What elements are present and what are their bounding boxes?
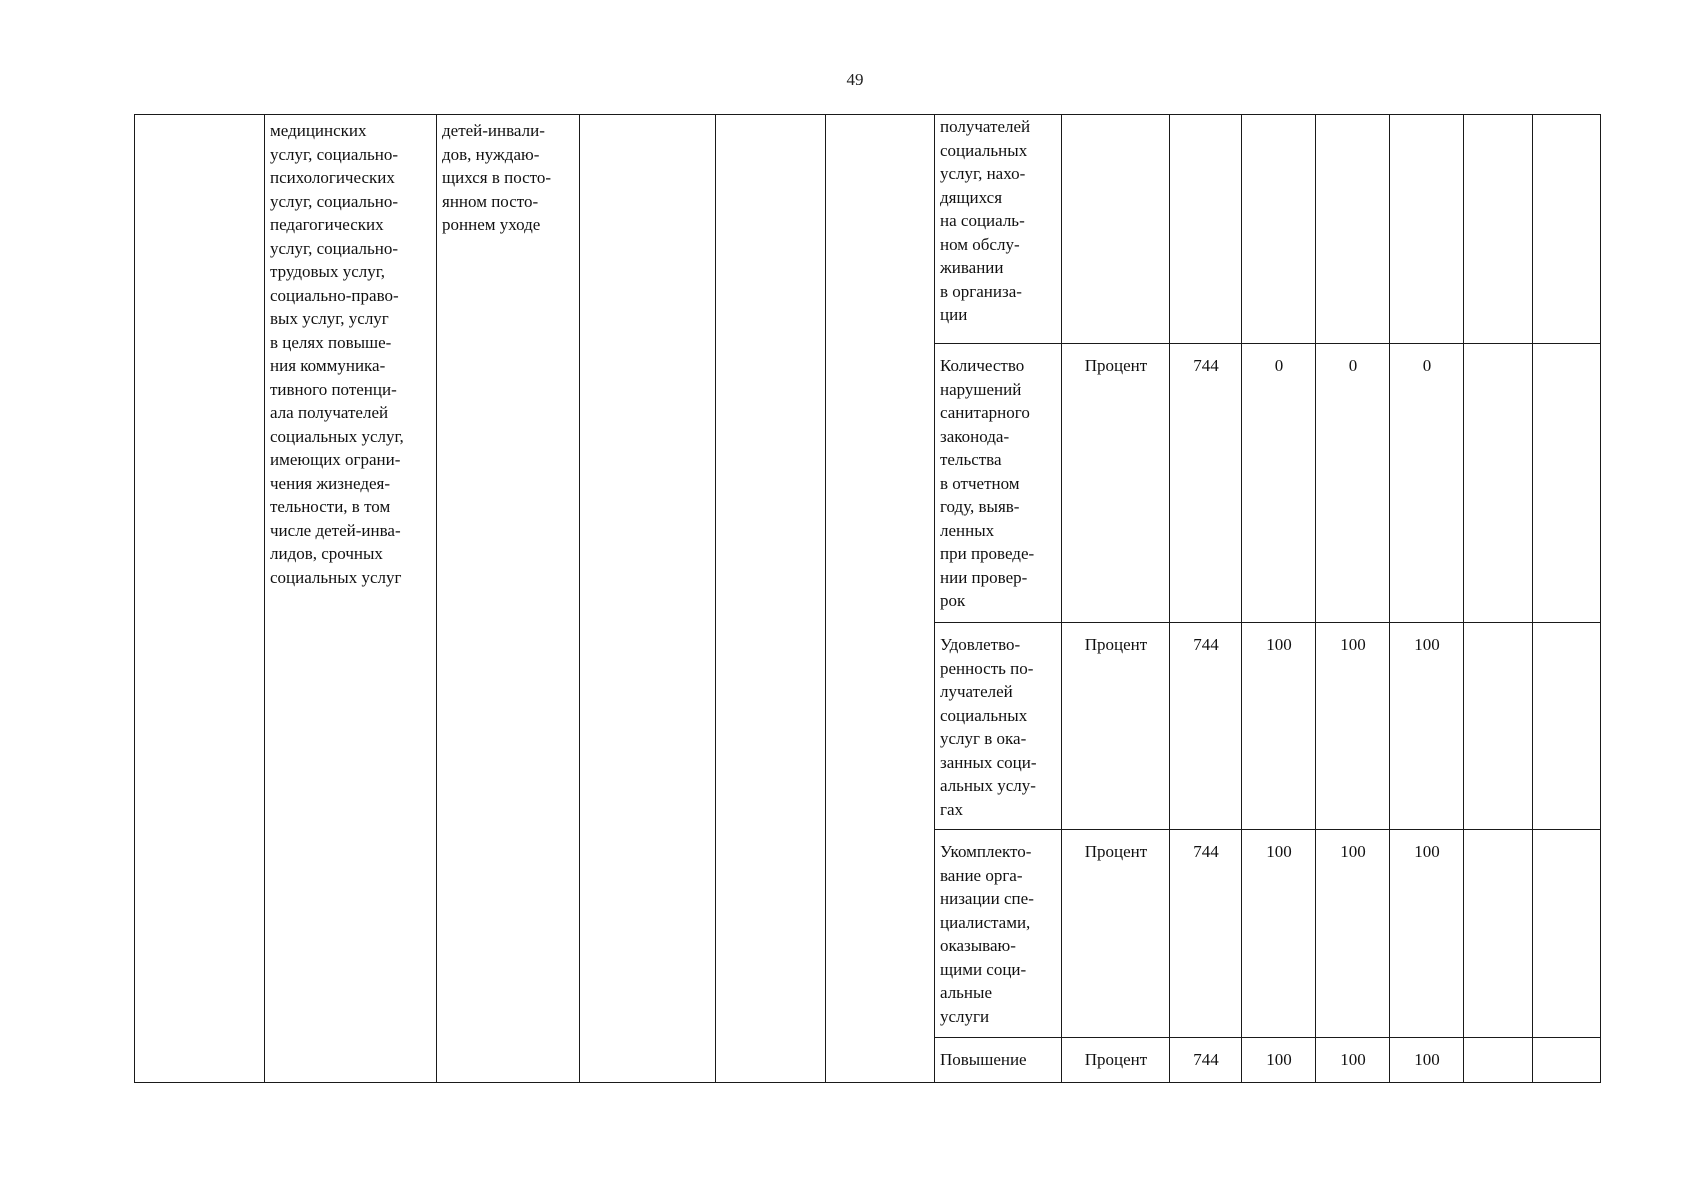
- value-year-2-cell: 100: [1316, 830, 1390, 1038]
- blank-column-cell: [826, 115, 935, 1083]
- deviation-cell: [1533, 623, 1601, 830]
- deviation-cell: [1464, 115, 1533, 344]
- unit-cell: Процент: [1062, 1038, 1170, 1083]
- deviation-cell: [1464, 623, 1533, 830]
- indicator-name: Количество нарушений санитарного законода- тельства в отчетном году, выяв- ленных при проведе- нии провер- рок: [940, 356, 1035, 610]
- blank-column-cell: [716, 115, 826, 1083]
- value-year-1-cell: 100: [1242, 623, 1316, 830]
- value-year-3-cell: 0: [1390, 344, 1464, 623]
- deviation-cell: [1533, 115, 1601, 344]
- indicator-name-cell: [935, 344, 1062, 623]
- value-year-2-cell: 0: [1316, 344, 1390, 623]
- deviation-cell: [1533, 1038, 1601, 1083]
- recipient-category-cell: [437, 115, 580, 1083]
- value-year-3-cell: 100: [1390, 1038, 1464, 1083]
- deviation-cell: [1464, 344, 1533, 623]
- value-year-1-cell: [1242, 115, 1316, 344]
- table-row: [135, 115, 1601, 344]
- recipient-category-text: детей-инвали- дов, нуждаю- щихся в посто- янном посто- роннем уходе: [442, 121, 552, 234]
- value-year-2-cell: 100: [1316, 623, 1390, 830]
- deviation-cell: [1533, 830, 1601, 1038]
- unit-cell: Процент: [1062, 830, 1170, 1038]
- okei-code-cell: 744: [1170, 344, 1242, 623]
- value-year-1-cell: 100: [1242, 1038, 1316, 1083]
- service-content-text: медицинских услуг, социально- психологических услуг, социально- педагогических услуг, социально- трудовых услуг, социально-право- вых услуг, услуг в целях повыше- ния коммуника- тивного потенци- ала получателей социальных услуг, имеющих ограни- чения жизнедея- тельности, в том числе детей-инва- лидов, срочных социальных услуг: [270, 121, 404, 587]
- unit-cell: [1062, 115, 1170, 344]
- unit-cell: Процент: [1062, 344, 1170, 623]
- value-year-2-cell: [1316, 115, 1390, 344]
- value-year-3-cell: 100: [1390, 830, 1464, 1038]
- page-number: 49: [846, 70, 864, 89]
- indicator-name: Укомплекто- вание орга- низации спе- циалистами, оказываю- щими соци- альные услуги: [940, 842, 1034, 1026]
- deviation-cell: [1464, 830, 1533, 1038]
- okei-code-cell: 744: [1170, 623, 1242, 830]
- registry-number-cell: [135, 115, 265, 1083]
- indicator-name: Повышение: [940, 1050, 1027, 1069]
- okei-code-cell: [1170, 115, 1242, 344]
- indicator-name-cell: [935, 830, 1062, 1038]
- value-year-2-cell: 100: [1316, 1038, 1390, 1083]
- value-year-3-cell: [1390, 115, 1464, 344]
- state-task-table: [134, 114, 1601, 1083]
- indicator-name-cell: [935, 623, 1062, 830]
- value-year-1-cell: 100: [1242, 830, 1316, 1038]
- indicator-name: получателей социальных услуг, нахо- дящихся на социаль- ном обслу- живании в организа- ции: [940, 117, 1031, 324]
- indicator-name-cell: [935, 115, 1062, 344]
- okei-code-cell: 744: [1170, 830, 1242, 1038]
- okei-code-cell: 744: [1170, 1038, 1242, 1083]
- indicator-name-cell: [935, 1038, 1062, 1083]
- deviation-cell: [1533, 344, 1601, 623]
- value-year-1-cell: 0: [1242, 344, 1316, 623]
- value-year-3-cell: 100: [1390, 623, 1464, 830]
- deviation-cell: [1464, 1038, 1533, 1083]
- blank-column-cell: [580, 115, 716, 1083]
- service-content-cell: [265, 115, 437, 1083]
- unit-cell: Процент: [1062, 623, 1170, 830]
- indicator-name: Удовлетво- ренность по- лучателей социальных услуг в ока- занных соци- альных услу- гах: [940, 635, 1037, 819]
